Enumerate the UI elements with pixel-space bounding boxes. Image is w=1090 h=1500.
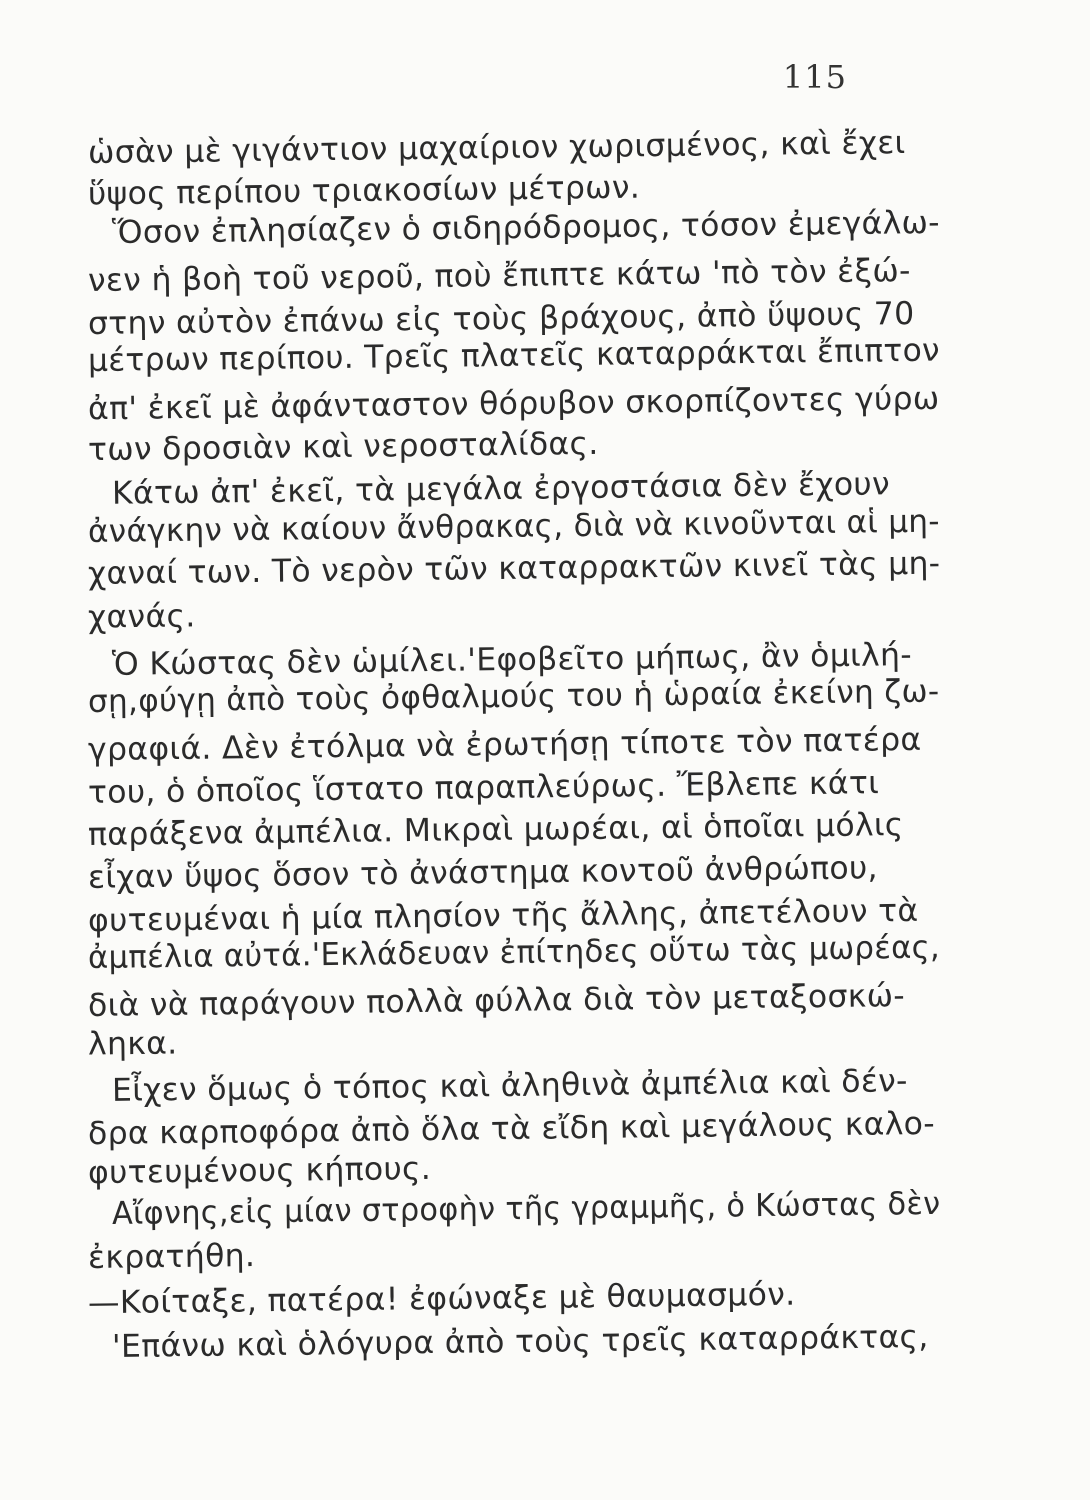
text-line: χαναί των. Τὸ νερὸν τῶν καταρρακτῶν κινεῖ τὰς μη- xyxy=(87,545,941,592)
text-line: ὕψος περίπου τριακοσίων μέτρων. xyxy=(87,169,641,213)
text-line: διὰ νὰ παράγουν πολλὰ φύλλα διὰ τὸν μεταξοσκώ- xyxy=(87,978,906,1024)
text-line: Αἴφνης,εἰς μίαν στροφὴν τῆς γραμμῆς, ὁ Κώστας δὲν xyxy=(111,1185,941,1232)
text-line: Ὁ Κώστας δὲν ὡμίλει.'Εφοβεῖτο μήπως, ἂν ὁμιλή- xyxy=(111,637,913,683)
text-line: ἀμπέλια αὐτά.'Εκλάδευαν ἐπίτηδες οὕτω τὰς μωρέας, xyxy=(87,929,941,976)
text-line: δρα καρποφόρα ἀπὸ ὅλα τὰ εἴδη καὶ μεγάλους καλο- xyxy=(87,1105,936,1153)
text-line: ἐκρατήθη. xyxy=(87,1237,256,1277)
text-line: του, ὁ ὁποῖος ἵστατο παραπλεύρως. Ἔβλεπε κάτι xyxy=(87,765,880,811)
text-line: χανάς. xyxy=(87,598,196,636)
text-line: ὡσὰν μὲ γιγάντιον μαχαίριον χωρισμένος, καὶ ἔχει xyxy=(87,125,906,171)
page-number: 115 xyxy=(782,58,847,96)
text-line: —Κοίταξε, πατέρα! ἐφώναξε μὲ θαυμασμόν. xyxy=(87,1276,796,1322)
text-line: στην αὐτὸν ἐπάνω εἰς τοὺς βράχους, ἀπὸ ὕψους 70 xyxy=(87,295,915,343)
text-line: σῃ,φύγῃ ἀπὸ τοὺς ὀφθαλμούς του ἡ ὡραία ἐκείνη ζω- xyxy=(87,673,940,720)
text-line: νεν ἡ βοὴ τοῦ νεροῦ, ποὺ ἔπιπτε κάτω 'πὸ τὸν ἐξώ- xyxy=(87,252,911,300)
text-line: Εἶχεν ὅμως ὁ τόπος καὶ ἀληθινὰ ἀμπέλια καὶ δέν- xyxy=(111,1063,908,1109)
text-line: φυτευμέναι ἡ μία πλησίον τῆς ἄλλης, ἀπετέλουν τὰ xyxy=(87,892,919,940)
text-line: ἀνάγκην νὰ καίουν ἄνθρακας, διὰ νὰ κινοῦνται αἱ μη- xyxy=(87,503,941,550)
text-line: των δροσιὰν καὶ νεροσταλίδας. xyxy=(87,425,599,469)
text-line: Ὅσον ἐπλησίαζεν ὁ σιδηρόδρομος, τόσον ἐμεγάλω- xyxy=(111,204,941,251)
text-line: 'Επάνω καὶ ὁλόγυρα ἀπὸ τοὺς τρεῖς καταρράκτας, xyxy=(111,1319,929,1365)
text-line: ληκα. xyxy=(87,1025,178,1063)
text-line: ἀπ' ἐκεῖ μὲ ἀφάνταστον θόρυβον σκορπίζοντες γύρω xyxy=(87,380,940,428)
text-line: φυτευμένους κήπους. xyxy=(87,1150,432,1192)
text-line: μέτρων περίπου. Τρεῖς πλατεῖς καταρράκται ἔπιπτον xyxy=(87,332,941,379)
text-line: γραφιά. Δὲν ἐτόλμα νὰ ἐρωτήσῃ τίποτε τὸν πατέρα xyxy=(87,721,922,769)
text-line: εἶχαν ὕψος ὅσον τὸ ἀνάστημα κοντοῦ ἀνθρώπου, xyxy=(87,850,879,896)
text-line: παράξενα ἀμπέλια. Μικραὶ μωρέαι, αἱ ὁποῖαι μόλις xyxy=(87,807,904,853)
text-line: Κάτω ἀπ' ἐκεῖ, τὰ μεγάλα ἐργοστάσια δὲν ἔχουν xyxy=(111,466,891,512)
